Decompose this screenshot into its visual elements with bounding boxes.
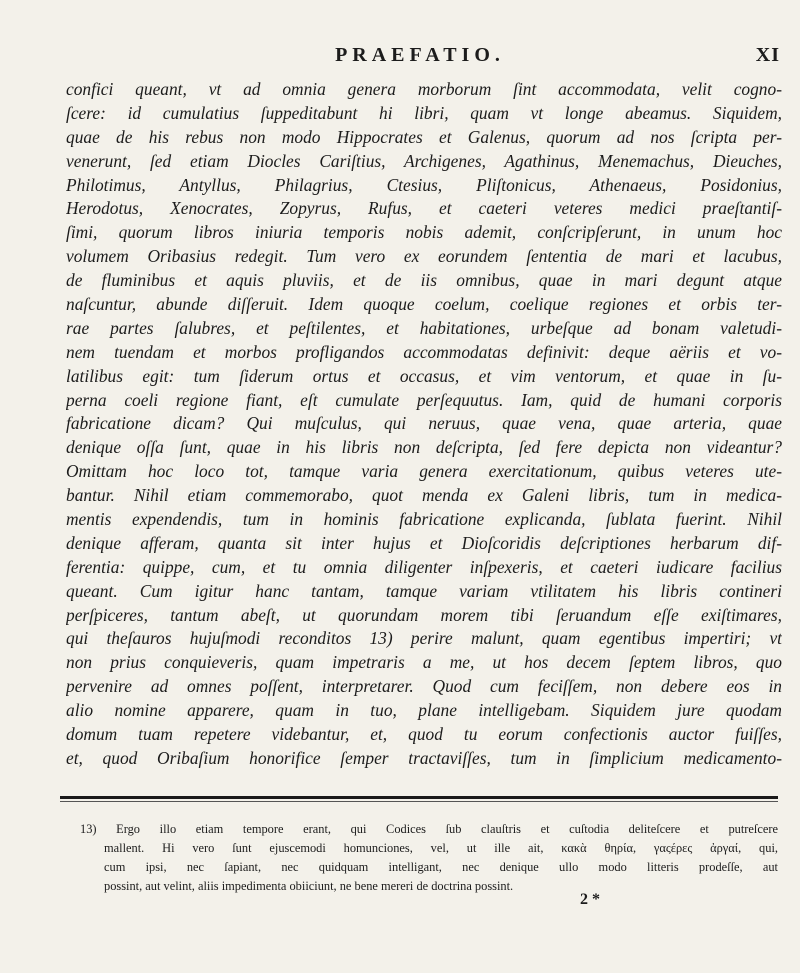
text-line: Philotimus, Antyllus, Philagrius, Ctesius, Pliſtonicus, Athenaeus, Posidonius, (66, 174, 782, 195)
text-line: venerunt, ſed etiam Diocles Cariſtius, Archigenes, Agathinus, Menemachus, Dieuches, (66, 150, 782, 171)
text-line: naſcuntur, abunde diſſeruit. Idem quoque coelum, coelique regiones et orbis ter- (66, 294, 782, 315)
text-line: queant. Cum igitur hanc tantam, tamque variam vtilitatem his libris contineri (66, 580, 782, 601)
footnote-line: possint, aut velint, aliis impedimenta obiiciunt, ne bene mereri de doctrina possint. (104, 879, 514, 893)
text-line: et, quod Oribaſium honorifice ſemper tractaviſſes, tum in ſimplicium medicamento- (66, 747, 782, 768)
footnote-line: mallent. Hi vero ſunt ejuscemodi homunciones, vel, ut ille ait, κακὰ θηρία, γαςέρες ἀργαί, qui, (104, 841, 778, 855)
text-line: nem tuendam et morbos profligandos accommodatas definivit: deque aëriis et vo- (66, 341, 782, 362)
text-line: perſpiceres, tantum abeſt, ut quorundam morem tibi ſeruandum eſſe exiſtimares, (66, 604, 782, 625)
text-line: confici queant, vt ad omnia genera morborum ſint accommodata, velit cogno- (66, 79, 782, 99)
text-line: ſimi, quorum libros iniuria temporis nobis ademit, conſcripſerunt, in unum hoc (66, 222, 782, 243)
footnote-line: cum ipsi, nec ſapiant, nec quidquam intelligant, nec denique ullo modo litteris prodeſſe, aut (104, 860, 778, 874)
text-line: Omittam hoc loco tot, tamque varia genera exercitationum, quibus veteres ute- (66, 461, 782, 482)
text-line: bantur. Nihil etiam commemorabo, quot menda ex Galeni libris, tum in medica- (66, 485, 782, 506)
text-line: denique oſſa ſunt, quae in his libris non deſcripta, ſed fere depicta non videantur? (66, 437, 782, 458)
text-line: rae partes ſalubres, et peſtilentes, et habitationes, urbeſque ad bonam valetudi- (66, 317, 782, 338)
text-line: de fluminibus et aquis pluviis, et de iis omnibus, quae in mari degunt atque (66, 270, 782, 291)
main-text (66, 78, 782, 771)
footnote-line: 13) Ergo illo etiam tempore erant, qui Codices ſub clauſtris et cuſtodia deliteſcere et putreſcere (80, 822, 778, 836)
text-line: fabricatione dicam? Qui muſculus, qui neruus, quae vena, quae arteria, quae (66, 413, 782, 434)
text-line: qui theſauros hujuſmodi reconditos 13) perire malunt, quam egentibus impertiri; vt (66, 628, 782, 649)
page-number: XI (755, 44, 780, 66)
text-line: alio nomine apparere, quam in tuo, plane intelligebam. Siquidem jure quodam (66, 700, 782, 721)
text-line: ferentia: quippe, cum, et tu omnia diligenter inſpexeris, et caeteri iudicare facilius (66, 556, 782, 577)
text-line: latilibus egit: tum ſiderum ortus et occasus, et vim ventorum, et quae in ſu- (66, 365, 782, 386)
footnote (80, 820, 778, 896)
text-line: non prius conquieveris, quam impetraris a me, ut hos decem ſeptem libros, quo (66, 652, 782, 673)
text-line: mentis expendendis, tum in hominis fabricatione explicanda, ſublata fuerint. Nihil (66, 509, 782, 530)
footnote-rule (60, 796, 778, 799)
text-line: volumem Oribasius redegit. Tum vero ex eorundem ſententia de mari et lacubus, (66, 246, 782, 267)
running-title: PRAEFATIO. (335, 44, 505, 66)
page-header (60, 44, 780, 74)
footnote-rule-thin (60, 801, 778, 802)
text-line: domum tuam repetere videbantur, et, quod tu eorum confectionis auctor fuiſſes, (66, 724, 782, 745)
signature-mark: 2 * (580, 891, 600, 908)
text-line: perna coeli regione fiant, eſt cumulate perſequutus. Iam, quid de humani corporis (66, 389, 782, 410)
text-line: ſcere: id cumulatius ſuppeditabunt hi libri, quam vt longe abeamus. Siquidem, (66, 102, 782, 123)
text-line: pervenire ad omnes poſſent, interpretarer. Quod cum feciſſem, non debere eos in (66, 676, 782, 697)
text-line: Herodotus, Xenocrates, Zopyrus, Rufus, et caeteri veteres medici praeſtantiſ- (66, 198, 782, 219)
text-line: denique afferam, quanta sit inter hujus et Dioſcoridis deſcriptiones herbarum dif- (66, 532, 782, 553)
text-line: quae de his rebus non modo Hippocrates et Galenus, quorum ad nos ſcripta per- (66, 126, 782, 147)
